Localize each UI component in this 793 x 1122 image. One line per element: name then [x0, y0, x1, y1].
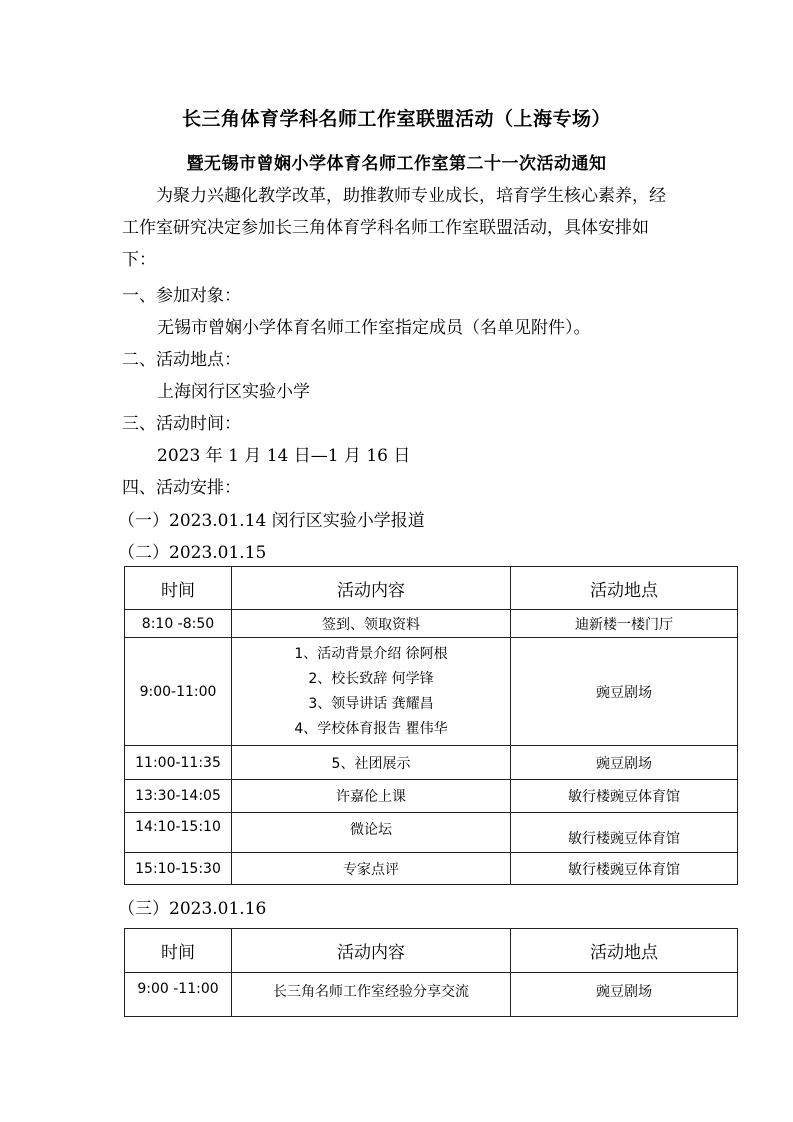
row-location: 豌豆剧场: [511, 638, 738, 746]
intro-paragraph: 为聚力兴趣化教学改革，助推教师专业成长，培育学生核心素养，经工作室研究决定参加长三角体育学科名师工作室联盟活动，具体安排如下：: [122, 186, 666, 270]
day3-heading: （三）2023.01.16: [118, 899, 267, 919]
row-time: 13:30-14:05: [125, 780, 232, 813]
row-content: 许嘉伦上课: [232, 780, 511, 813]
row-content: 微论坛: [232, 813, 511, 853]
table-header-row: [125, 929, 738, 973]
row-time: 9:00 -11:00: [125, 973, 232, 1017]
row-time: 15:10-15:30: [125, 853, 232, 885]
table-row: [125, 813, 738, 853]
row-time: 8:10 -8:50: [125, 610, 232, 638]
table-row: [125, 746, 738, 780]
row-content: 长三角名师工作室经验分享交流: [232, 973, 511, 1017]
table-header-row: [125, 567, 738, 610]
day3-schedule-table: [124, 928, 738, 1017]
row-location: 敏行楼豌豆体育馆: [511, 853, 738, 885]
header-location: 活动地点: [511, 929, 738, 973]
table-row: [125, 610, 738, 638]
document-subtitle: 暨无锡市曾娴小学体育名师工作室第二十一次活动通知: [186, 154, 607, 174]
row-location: 敏行楼豌豆体育馆: [511, 813, 738, 853]
section-location-content: 上海闵行区实验小学: [157, 382, 310, 402]
agenda-item: 4、学校体育报告 瞿伟华: [294, 720, 448, 737]
table-row: [125, 853, 738, 885]
row-location: 迪新楼一楼门厅: [511, 610, 738, 638]
row-content: 签到、领取资料: [232, 610, 511, 638]
day2-schedule-table: [124, 566, 738, 885]
section-participants-content: 无锡市曾娴小学体育名师工作室指定成员（名单见附件）。: [157, 318, 591, 338]
row-location: 敏行楼豌豆体育馆: [511, 780, 738, 813]
row-time: 14:10-15:10: [125, 813, 232, 853]
header-content: 活动内容: [232, 567, 511, 610]
row-content: 5、社团展示: [232, 746, 511, 780]
header-time: 时间: [125, 929, 232, 973]
day2-heading: （二）2023.01.15: [118, 543, 267, 563]
row-location: 豌豆剧场: [511, 973, 738, 1017]
row-time: 11:00-11:35: [125, 746, 232, 780]
table-row: [125, 973, 738, 1017]
table-row: [125, 780, 738, 813]
document-title: 长三角体育学科名师工作室联盟活动（上海专场）: [181, 108, 611, 130]
section-time-heading: 三、活动时间：: [122, 414, 241, 434]
agenda-item: 1、活动背景介绍 徐阿根: [294, 645, 448, 662]
section-time-content: 2023 年 1 月 14 日—1 月 16 日: [157, 446, 411, 466]
section-location-heading: 二、活动地点：: [122, 350, 241, 370]
row-content-list: [232, 638, 511, 746]
section-schedule-heading: 四、活动安排：: [122, 478, 241, 498]
row-location: 豌豆剧场: [511, 746, 738, 780]
agenda-item: 3、领导讲话 龚耀昌: [308, 695, 434, 712]
row-content: 专家点评: [232, 853, 511, 885]
section-participants-heading: 一、参加对象：: [122, 286, 241, 306]
row-time: 9:00-11:00: [125, 638, 232, 746]
table-row: [125, 638, 738, 746]
agenda-item: 2、校长致辞 何学锋: [308, 670, 434, 687]
header-content: 活动内容: [232, 929, 511, 973]
header-time: 时间: [125, 567, 232, 610]
day1-heading: （一）2023.01.14 闵行区实验小学报道: [118, 511, 425, 531]
header-location: 活动地点: [511, 567, 738, 610]
